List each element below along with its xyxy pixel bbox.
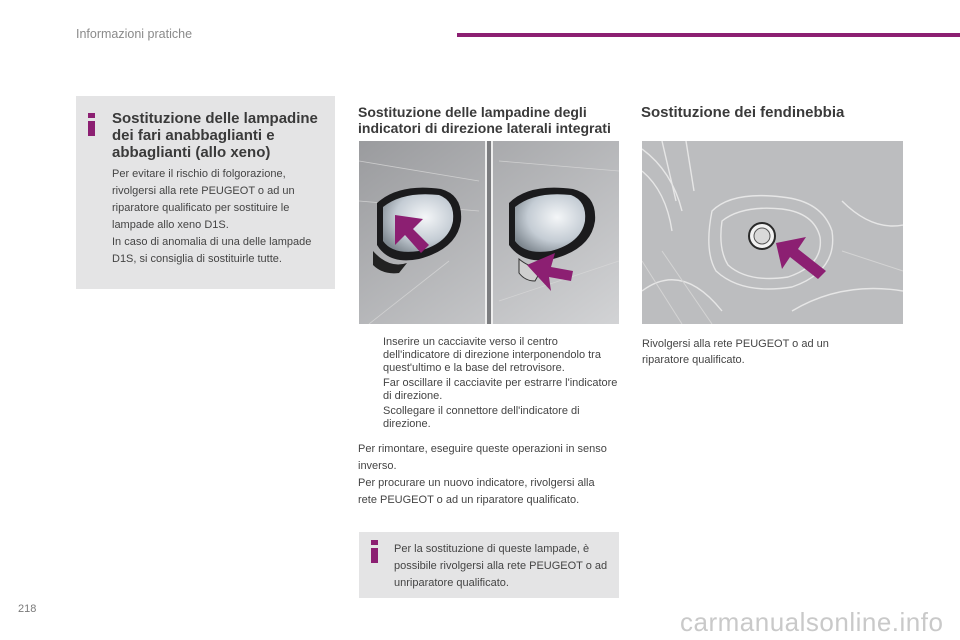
list-item: Inserire un cacciavite verso il centro dell'indicatore di direzione interponendolo tra quest'ultimo e la base del retrovisore.: [383, 336, 601, 374]
step-list: [360, 336, 618, 433]
fog-light-illustration: [642, 141, 903, 324]
fog-light-text: Rivolgersi alla rete PEUGEOT o ad un riparatore qualificato.: [642, 338, 829, 366]
watermark: carmanualsonline.info: [680, 607, 944, 637]
fog-light-section-title: Sostituzione dei fendinebbia: [641, 104, 845, 121]
section-label: Informazioni pratiche: [76, 27, 193, 41]
xenon-box-title: Sostituzione delle lampadine dei fari anabbaglianti e abbaglianti (allo xeno): [112, 110, 318, 161]
indicator-section-title: Sostituzione delle lampadine degli indicatori di direzione laterali integrati: [358, 104, 611, 136]
mirror-indicator-photo: [359, 141, 619, 324]
xenon-box-text: [112, 166, 327, 268]
page-number: 218: [18, 603, 37, 615]
reassembly-text: Per rimontare, eseguire queste operazioni in senso inverso.: [358, 443, 607, 472]
header-accent-bar: [457, 33, 960, 37]
list-item: Scollegare il connettore dell'indicatore di direzione.: [383, 405, 580, 430]
xenon-box-text-1: Per evitare il rischio di folgorazione, rivolgersi alla rete PEUGEOT o ad un riparatore qualificato per sostituire le lampade allo xeno D1S.: [112, 168, 295, 231]
mirror-illustration: [359, 141, 619, 324]
new-indicator-text: Per procurare un nuovo indicatore, rivolgersi alla rete PEUGEOT o ad un riparatore qualificato.: [358, 477, 595, 506]
xenon-box-text-2: In caso di anomalia di una delle lampade D1S, si consiglia di sostituirle tutte.: [112, 236, 312, 265]
indicator-note-text: Per la sostituzione di queste lampade, è possibile rivolgersi alla rete PEUGEOT o ad unriparatore qualificato.: [394, 543, 608, 589]
fog-light-photo: [642, 141, 903, 324]
list-item: Far oscillare il cacciavite per estrarre l'indicatore di direzione.: [383, 377, 618, 402]
